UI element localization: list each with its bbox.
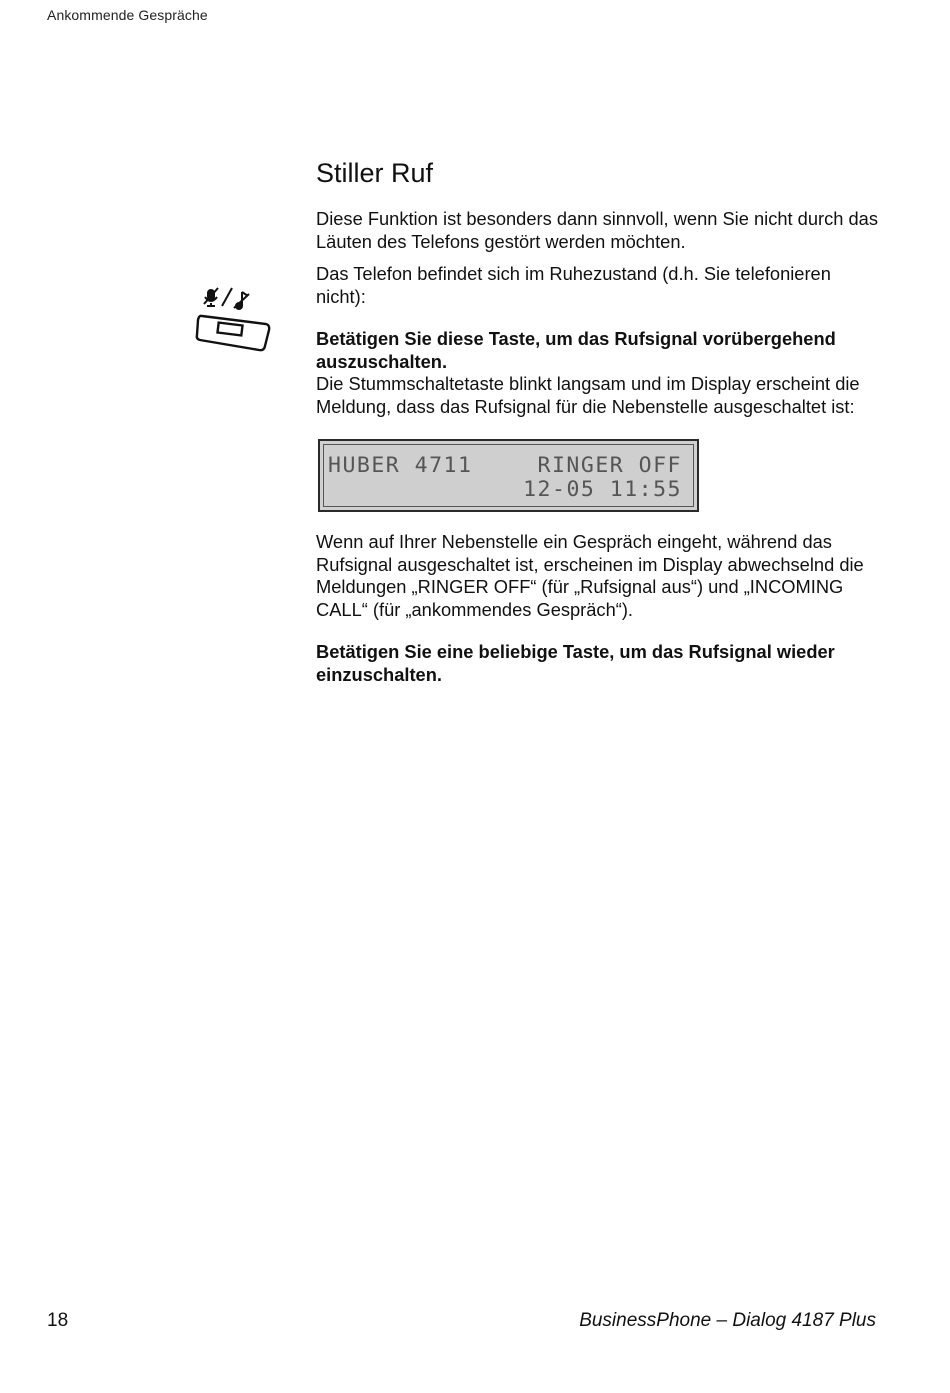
mute-ringer-key-icon (194, 284, 272, 354)
display-line2-right: 12-05 11:55 (523, 477, 682, 502)
precondition-paragraph: Das Telefon befindet sich im Ruhezustand (d.h. Sie telefonieren nicht): (316, 263, 831, 307)
phone-display (318, 439, 699, 512)
display-line1-right: RINGER OFF (537, 453, 682, 478)
step2-instruction: Betätigen Sie eine beliebige Taste, um das Rufsignal wieder einzuschalten. (316, 641, 835, 685)
incoming-call-note: Wenn auf Ihrer Nebenstelle ein Gespräch eingeht, während das Rufsignal ausgeschaltet ist, erscheinen im Display abwechselnd die Meldungen „RINGER OFF“ (für „Rufsignal aus“) und „INCOMING CALL“ (für „ankommendes Gespräch“). (316, 531, 864, 620)
main-content (316, 155, 881, 686)
step1-instruction: Betätigen Sie diese Taste, um das Rufsignal vorübergehend auszuschalten. (316, 328, 836, 372)
section-title: Stiller Ruf (316, 158, 434, 188)
footer-product-title: BusinessPhone – Dialog 4187 Plus (579, 1310, 876, 1331)
intro-paragraph: Diese Funktion ist besonders dann sinnvoll, wenn Sie nicht durch das Läuten des Telefons gestört werden möchten. (316, 208, 878, 252)
phone-display-screen (323, 444, 694, 507)
running-header: Ankommende Gespräche (47, 7, 208, 23)
display-line1-left: HUBER 4711 (328, 453, 473, 478)
page-number: 18 (47, 1310, 69, 1331)
step1-result: Die Stummschaltetaste blinkt langsam und im Display erscheint die Meldung, dass das Rufsignal für die Nebenstelle ausgeschaltet ist: (316, 373, 860, 417)
